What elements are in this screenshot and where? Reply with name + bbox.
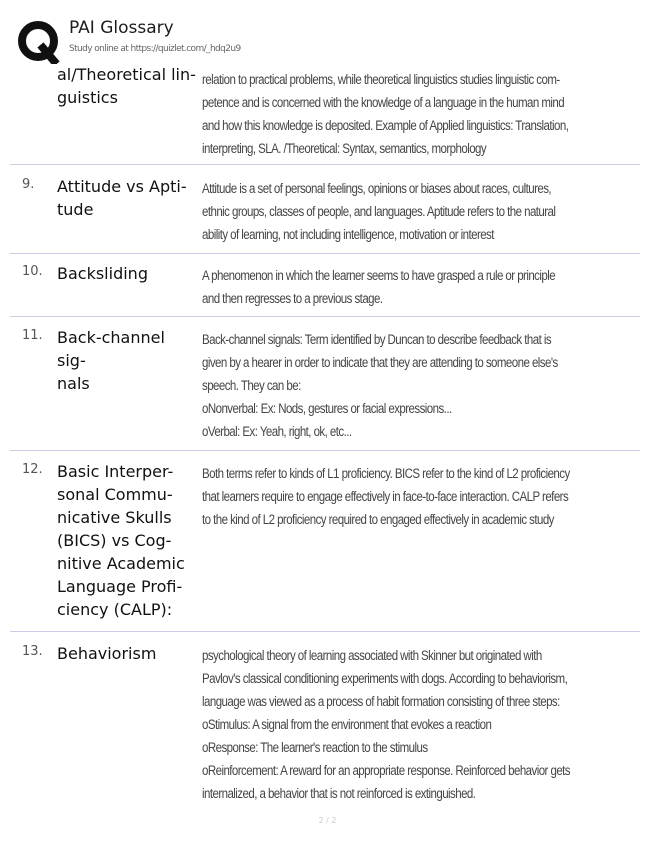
term-line: (BICS) vs Cog- xyxy=(57,531,172,550)
term-line: tude xyxy=(57,200,94,219)
definition-line: that learners require to engage effectively in face-to-face interaction. CALP refers xyxy=(202,489,569,504)
term-line: Language Profi- xyxy=(57,577,183,596)
entry-definition xyxy=(202,462,636,531)
definition-line: Both terms refer to kinds of L1 proficiency. BICS refer to the kind of L2 proficiency xyxy=(202,466,570,481)
entry-term xyxy=(57,326,197,395)
entry-term xyxy=(57,642,197,665)
entry-definition xyxy=(202,328,636,443)
term-line: nals xyxy=(57,374,90,393)
definition-line: ethnic groups, classes of people, and languages. Aptitude refers to the natural xyxy=(202,204,556,219)
glossary-entry xyxy=(10,326,640,451)
entry-number: 12. xyxy=(22,462,43,477)
definition-line: relation to practical problems, while theoretical linguistics studies linguistic com- xyxy=(202,72,560,87)
entry-term xyxy=(57,63,197,109)
definition-line: oResponse: The learner's reaction to the stimulus xyxy=(202,740,428,755)
page-header xyxy=(16,14,636,64)
definition-line: A phenomenon in which the learner seems to have grasped a rule or principle xyxy=(202,268,556,283)
definition-line: Back-channel signals: Term identified by Duncan to describe feedback that is xyxy=(202,332,552,347)
definition-line: petence and is concerned with the knowledge of a language in the human mind xyxy=(202,95,565,110)
definition-line: Pavlov's classical conditioning experiments with dogs. According to behaviorism, xyxy=(202,671,568,686)
term-line: Back-channel sig- xyxy=(57,328,165,370)
term-line: sonal Commu- xyxy=(57,485,173,504)
definition-line: and how this knowledge is deposited. Example of Applied linguistics: Translation, xyxy=(202,118,569,133)
entry-definition xyxy=(202,177,636,246)
definition-line: ability of learning, not including intelligence, motivation or interest xyxy=(202,227,494,242)
term-line: Attitude vs Apti- xyxy=(57,177,187,196)
glossary-entry xyxy=(10,66,640,165)
page-subtitle: Study online at https://quizlet.com/_hdq2u9 xyxy=(69,44,241,54)
definition-line: speech. They can be: xyxy=(202,378,301,393)
page-title: PAI Glossary xyxy=(69,18,174,38)
definition-line: internalized, a behavior that is not reinforced is extinguished. xyxy=(202,786,476,801)
definition-line: oStimulus: A signal from the environment that evokes a reaction xyxy=(202,717,492,732)
glossary-entry xyxy=(10,175,640,254)
definition-line: given by a hearer in order to indicate that they are attending to someone else's xyxy=(202,355,558,370)
definition-line: to the kind of L2 proficiency required to engaged effectively in academic study xyxy=(202,512,554,527)
term-line: Backsliding xyxy=(57,264,148,283)
term-line: Behaviorism xyxy=(57,644,157,663)
glossary-entry xyxy=(10,262,640,317)
term-line: nicative Skulls xyxy=(57,508,172,527)
glossary-entry xyxy=(10,642,640,806)
definition-line: oVerbal: Ex: Yeah, right, ok, etc... xyxy=(202,424,352,439)
definition-line: interpreting, SLA. /Theoretical: Syntax, semantics, morphology xyxy=(202,141,487,156)
glossary-entry xyxy=(10,460,640,632)
entry-definition xyxy=(202,68,636,160)
term-line: nitive Academic xyxy=(57,554,185,573)
entry-term xyxy=(57,175,197,221)
entry-definition xyxy=(202,644,636,805)
term-line: Basic Interper- xyxy=(57,462,174,481)
definition-line: oReinforcement: A reward for an appropriate response. Reinforced behavior gets xyxy=(202,763,571,778)
definition-line: oNonverbal: Ex: Nods, gestures or facial expressions... xyxy=(202,401,452,416)
entry-number: 13. xyxy=(22,644,43,659)
definition-line: Attitude is a set of personal feelings, opinions or biases about races, cultures, xyxy=(202,181,552,196)
quizlet-logo-icon xyxy=(16,20,60,64)
entry-number: 10. xyxy=(22,264,43,279)
term-line: al/Theoretical lin- xyxy=(57,65,196,84)
term-line: ciency (CALP): xyxy=(57,600,173,619)
definition-line: psychological theory of learning associated with Skinner but originated with xyxy=(202,648,542,663)
entry-number: 9. xyxy=(22,177,35,192)
definition-line: language was viewed as a process of habit formation consisting of three steps: xyxy=(202,694,560,709)
entry-number: 11. xyxy=(22,328,43,343)
entry-definition xyxy=(202,264,636,310)
entry-term xyxy=(57,460,197,621)
term-line: guistics xyxy=(57,88,118,107)
page-number: 2 / 2 xyxy=(318,816,337,825)
entry-term xyxy=(57,262,197,285)
definition-line: and then regresses to a previous stage. xyxy=(202,291,383,306)
